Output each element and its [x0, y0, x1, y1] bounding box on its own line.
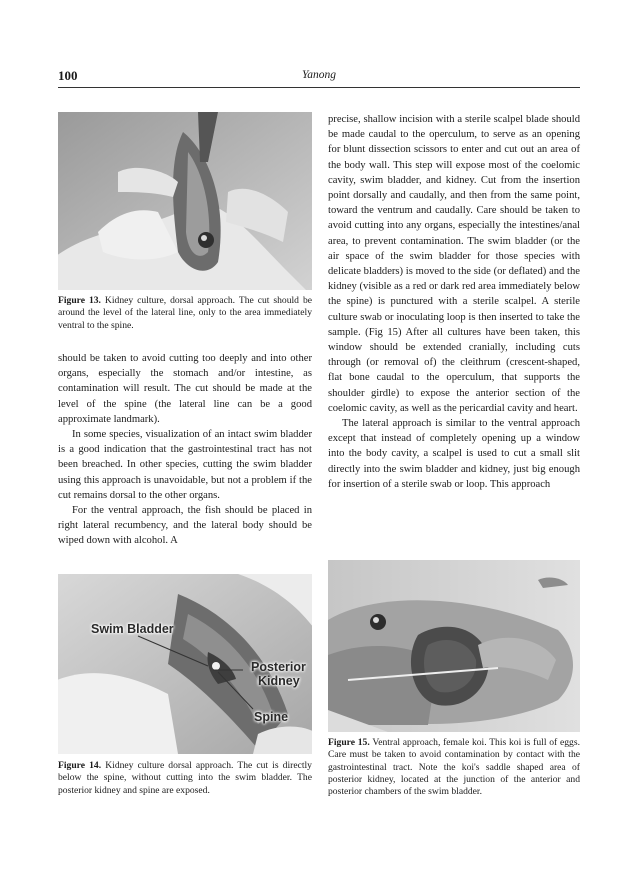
figure-14-label: Figure 14. [58, 760, 102, 771]
posterior-label: Posterior [251, 660, 306, 674]
figure-15-caption [328, 737, 580, 798]
paragraph: The lateral approach is similar to the ventral approach except that instead of completely opening up a window into the body cavity, a scalpel is used to cut a small slit directly into the swim bladder and kidney, just big enough for insertion of a sterile swab or loop. This approach [328, 418, 580, 490]
figure-13-photo [58, 112, 312, 290]
figure-15-label: Figure 15. [328, 737, 370, 748]
kidney-label: Kidney [258, 674, 300, 688]
page-number: 100 [58, 68, 78, 83]
page-header [58, 68, 580, 86]
swim-bladder-label: Swim Bladder [91, 622, 174, 636]
paragraph: should be taken to avoid cutting too deeply and into other organs, especially the stomach and/or intestine, as contamination will result. The cut should be made at the level of the spine (the lateral line can be a good approximate landmark). [58, 353, 312, 425]
figure-14-caption-text: Kidney culture dorsal approach. The cut is directly below the spine, without cutting into the swim bladder. The posterior kidney and spine are exposed. [58, 760, 312, 796]
paragraph: For the ventral approach, the fish should be placed in right lateral recumbency, and the lateral body should be wiped down with alcohol. A [58, 505, 312, 547]
figure-14-caption [58, 760, 312, 797]
figure-15-photo [328, 560, 580, 732]
left-column-text [58, 351, 312, 549]
spine-label: Spine [254, 710, 289, 724]
figure-13-caption [58, 295, 312, 332]
right-column-text [328, 112, 580, 492]
running-head: Yanong [301, 69, 337, 81]
header-rule [58, 87, 580, 88]
paragraph: precise, shallow incision with a sterile scalpel blade should be made caudal to the operculum, to serve as an opening for blunt dissection scissors to enter and cut out an area of the body wall. This step will expose most of the coelomic cavity, swim bladder, and kidney. Cut from the insertion point dorsally and caudally, and then from the same point, toward the ventrum and caudally. Care should be taken to avoid cutting into any organs, especially the intestines/anal area, to prevent contamination. The swim bladder (or the air space of the swim bladder for those species with delicate bladders) is moved to the side (or deflated) and the kidney (visible as a red or dark red area immediately below the spine) is punctured with a sterile scalpel. A sterile culture swab or inoculating loop is then inserted to take the sample. (Fig 15) After all cultures have been taken, this window should be extended cranially, including cuts through (or removal of) the cleithrum (crescent-shaped, flat bone caudal to the operculum, that supports the shoulder girdle) to expose the anterior section of the coelomic cavity, as well as the pericardial cavity and heart. [328, 114, 580, 414]
figure-13-label: Figure 13. [58, 295, 101, 306]
figure-14-photo [58, 574, 312, 754]
figure-13-caption-text: Kidney culture, dorsal approach. The cut should be around the level of the lateral line, only to the area immediately ventral to the spine. [58, 295, 312, 331]
paragraph: In some species, visualization of an intact swim bladder is a good indication that the gastrointestinal tract has not been breached. In other species, cutting the swim bladder using this approach is unavoidable, but not a problem if the cut remains dorsal to the other organs. [58, 429, 312, 501]
figure-15-caption-text: Ventral approach, female koi. This koi is full of eggs. Care must be taken to avoid contamination by contact with the gastrointestinal tract. Note the koi's saddle shaped area of posterior kidney, located at the junction of the anterior and posterior chambers of the swim bladder. [328, 737, 580, 798]
